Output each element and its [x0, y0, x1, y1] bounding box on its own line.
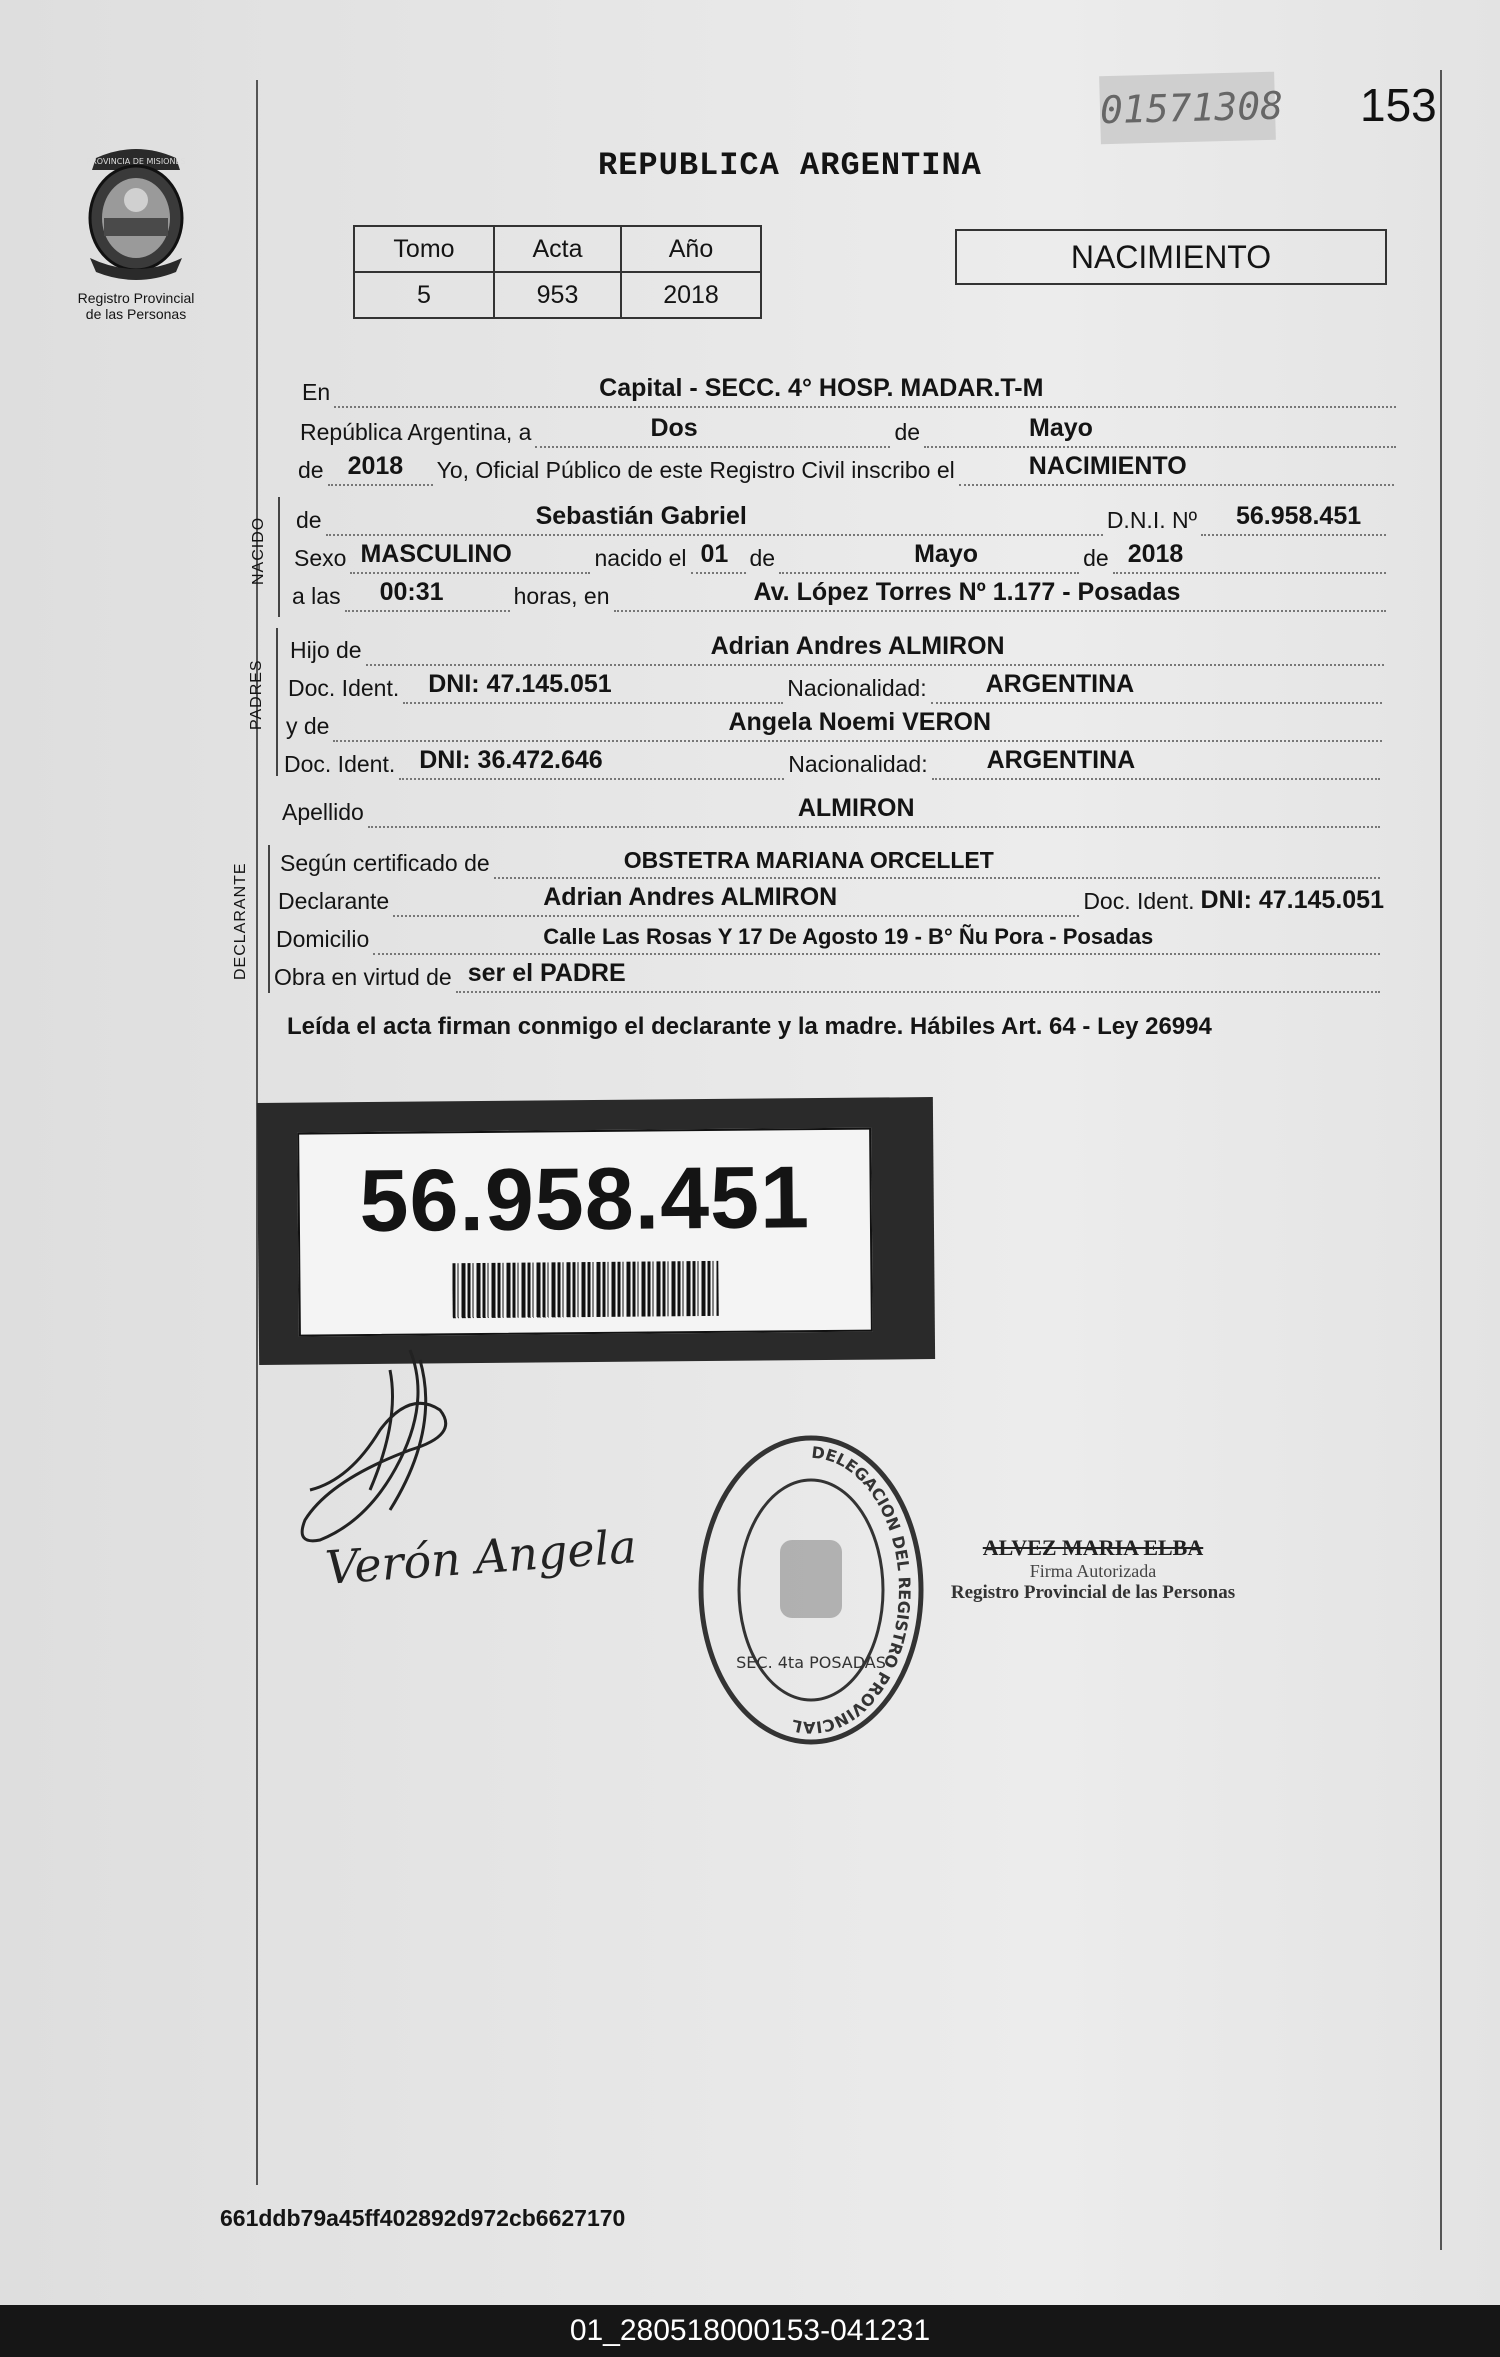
- barcode-icon: [452, 1261, 718, 1318]
- sex-value: MASCULINO: [360, 540, 512, 568]
- value-tomo: 5: [354, 272, 494, 318]
- official-name: ALVEZ MARIA ELBA: [982, 1535, 1204, 1560]
- month-value: Mayo: [1029, 414, 1093, 442]
- svg-text:PROVINCIA DE MISIONES: PROVINCIA DE MISIONES: [86, 157, 186, 166]
- nacido-bracket: [278, 497, 280, 617]
- obra-value: ser el PADRE: [467, 959, 626, 987]
- sticker-number: 56.958.451: [359, 1147, 811, 1251]
- surname-value: ALMIRON: [797, 794, 915, 822]
- birth-month: Mayo: [914, 540, 979, 568]
- declarante-line-obra: Obra en virtud de ser el PADRE: [274, 957, 1384, 993]
- padres-line-mother: y de Angela Noemi VERON: [286, 706, 1386, 742]
- declarant-doc: DNI: 47.145.051: [1200, 886, 1384, 914]
- father-doc: DNI: 47.145.051: [428, 670, 612, 698]
- place-value: Capital - SECC. 4° HOSP. MADAR.T-M: [599, 374, 1044, 402]
- declarant-address: Calle Las Rosas Y 17 De Agosto 19 - B° Ñu Pora - Posadas: [543, 924, 1154, 949]
- child-dni: 56.958.451: [1236, 502, 1362, 530]
- header-anio: Año: [621, 226, 761, 272]
- closing-note: Leída el acta firman conmigo el declarante y la madre. Hábiles Art. 64 - Ley 26994: [287, 1013, 1212, 1040]
- intro-line-year: de 2018 Yo, Oficial Público de este Registro Civil inscribo el NACIMIENTO: [298, 450, 1398, 486]
- document-title: REPUBLICA ARGENTINA: [598, 147, 982, 184]
- nacido-label: NACIDO: [250, 516, 267, 585]
- padres-bracket: [276, 628, 278, 776]
- nacido-line-name: de Sebastián Gabriel D.N.I. Nº 56.958.451: [296, 500, 1390, 536]
- emblem-caption: Registro Provincial de las Personas: [77, 290, 195, 322]
- declarante-bracket: [268, 845, 270, 993]
- declarante-label: DECLARANTE: [232, 862, 249, 980]
- year-value: 2018: [347, 452, 404, 480]
- declarante-line-cert: Según certificado de OBSTETRA MARIANA ORCELLET: [280, 843, 1384, 879]
- intro-line-en: En Capital - SECC. 4° HOSP. MADAR.T-M: [302, 372, 1400, 408]
- official-stamp-icon: [692, 1430, 930, 1750]
- child-name: Sebastián Gabriel: [535, 502, 747, 530]
- mother-doc: DNI: 36.472.646: [419, 746, 603, 774]
- inscribe-value: NACIMIENTO: [1028, 452, 1187, 480]
- mother-name: Angela Noemi VERON: [728, 708, 992, 736]
- declarante-line-name: Declarante Adrian Andres ALMIRON Doc. Ident. DNI: 47.145.051: [278, 881, 1384, 917]
- header-tomo: Tomo: [354, 226, 494, 272]
- birth-place: Av. López Torres Nº 1.177 - Posadas: [753, 578, 1181, 606]
- padres-line-father: Hijo de Adrian Andres ALMIRON: [290, 630, 1388, 666]
- padres-line-mother-doc: Doc. Ident. DNI: 36.472.646 Nacionalidad: ARGENTINA: [284, 744, 1384, 780]
- apellido-line: Apellido ALMIRON: [282, 792, 1384, 828]
- header-acta: Acta: [494, 226, 621, 272]
- file-id-footer: 01_280518000153-041231: [569, 2314, 931, 2347]
- right-margin-line: [1440, 70, 1442, 2250]
- registry-table: [353, 225, 762, 319]
- document-hash: 661ddb79a45ff402892d972cb6627170: [220, 2205, 626, 2231]
- declarant-name: Adrian Andres ALMIRON: [543, 883, 838, 911]
- act-type-box: NACIMIENTO: [955, 229, 1387, 285]
- official-role: Firma Autorizada: [1029, 1561, 1157, 1581]
- authorized-signature-block: [928, 1535, 1258, 1604]
- birth-year: 2018: [1127, 540, 1184, 568]
- value-acta: 953: [494, 272, 621, 318]
- dni-sticker: [257, 1097, 935, 1365]
- value-anio: 2018: [621, 272, 761, 318]
- mother-nationality: ARGENTINA: [986, 746, 1136, 774]
- nacido-line-birth: Sexo MASCULINO nacido el 01 de Mayo de 2018: [294, 538, 1390, 574]
- official-office: Registro Provincial de las Personas: [950, 1582, 1236, 1603]
- province-emblem-icon: [76, 140, 196, 280]
- birth-time: 00:31: [379, 578, 444, 606]
- father-name: Adrian Andres ALMIRON: [710, 632, 1005, 660]
- page-number: 153: [1360, 79, 1437, 131]
- svg-text:DELEGACION DEL REGISTRO PROVIN: DELEGACION DEL REGISTRO PROVINCIAL: [789, 1442, 915, 1738]
- serial-number: 01571308: [1099, 72, 1276, 145]
- declarante-line-address: Domicilio Calle Las Rosas Y 17 De Agosto 19 - B° Ñu Pora - Posadas: [276, 919, 1384, 955]
- intro-line-date: República Argentina, a Dos de Mayo: [300, 412, 1400, 448]
- mother-signature: Verón Angela: [323, 1519, 639, 1595]
- padres-line-father-doc: Doc. Ident. DNI: 47.145.051 Nacionalidad: ARGENTINA: [288, 668, 1386, 704]
- birth-day: 01: [700, 540, 729, 568]
- day-value: Dos: [650, 414, 698, 442]
- svg-text:SEC. 4ta POSADAS: SEC. 4ta POSADAS: [736, 1653, 886, 1672]
- father-nationality: ARGENTINA: [985, 670, 1135, 698]
- padres-label: PADRES: [248, 659, 265, 730]
- certificate-value: OBSTETRA MARIANA ORCELLET: [623, 847, 994, 873]
- nacido-line-place: a las 00:31 horas, en Av. López Torres Nº 1.177 - Posadas: [292, 576, 1390, 612]
